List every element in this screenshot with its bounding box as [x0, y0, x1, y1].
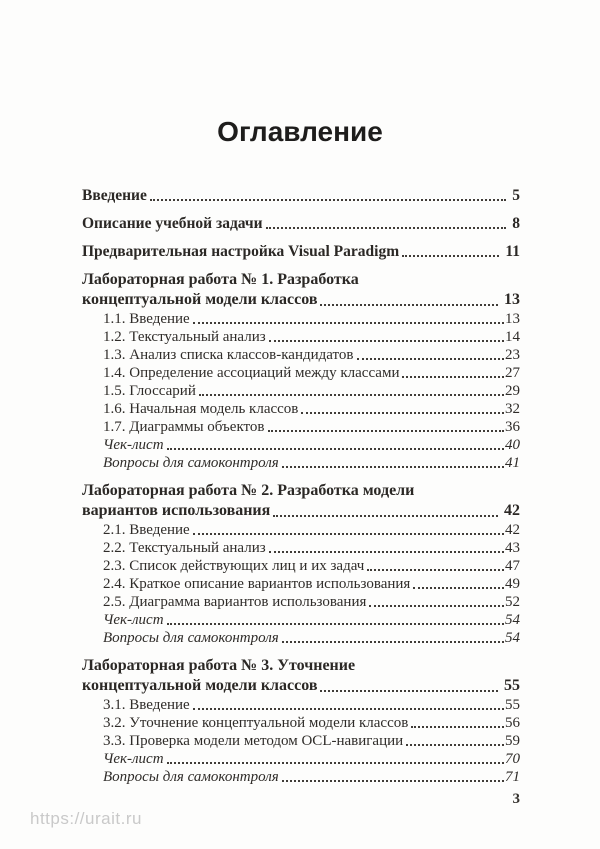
- toc-entry-text: Предварительная настройка Visual Paradigm: [82, 243, 400, 260]
- toc-page-ref: 55: [504, 677, 520, 694]
- toc-entry-text: Вопросы для самоконтроля: [103, 630, 279, 646]
- toc-entry[interactable]: [82, 521, 520, 539]
- toc-entry[interactable]: [82, 593, 520, 611]
- dot-leader: [403, 732, 505, 750]
- dot-leader: [164, 611, 505, 629]
- toc-entry[interactable]: [82, 364, 520, 382]
- toc-entry-row: [103, 521, 520, 539]
- toc-entry-row: [103, 454, 520, 472]
- dot-leader: [265, 418, 506, 436]
- toc-entry-text: Описание учебной задачи: [82, 215, 263, 232]
- toc-page-ref: 27: [505, 365, 520, 381]
- toc-entry-text: концептуальной модели классов: [82, 291, 318, 308]
- table-of-contents: [82, 186, 520, 786]
- toc-entry-row: [103, 364, 520, 382]
- toc-entry[interactable]: [82, 611, 520, 629]
- toc-entry-text: Вопросы для самоконтроля: [103, 455, 279, 471]
- toc-entry-row: [103, 436, 520, 454]
- dot-leader: [190, 310, 505, 328]
- toc-entry-text: Вопросы для самоконтроля: [103, 769, 279, 785]
- toc-entry[interactable]: [82, 436, 520, 454]
- toc-entry[interactable]: [82, 328, 520, 346]
- page-title: Оглавление: [217, 116, 383, 147]
- toc-entry[interactable]: [82, 557, 520, 575]
- toc-entry-row: [103, 418, 520, 436]
- toc-page-ref: 70: [505, 751, 520, 767]
- toc-entry-text: 2.4. Краткое описание вариантов использования: [103, 576, 411, 592]
- dot-leader: [190, 696, 505, 714]
- toc-page-ref: 5: [512, 187, 520, 204]
- toc-entry-row: [103, 400, 520, 418]
- page-number: 3: [512, 791, 520, 807]
- toc-entry-text: 2.2. Текстуальный анализ: [103, 540, 266, 556]
- toc-page-ref: 59: [505, 733, 520, 749]
- toc-entry-text: Лабораторная работа № 1. Разработка: [82, 271, 359, 288]
- toc-entry[interactable]: [82, 270, 520, 310]
- toc-page-ref: 56: [505, 715, 520, 731]
- toc-entry-text: Лабораторная работа № 2. Разработка модели: [82, 482, 415, 499]
- toc-entry-text: Введение: [82, 187, 147, 204]
- dot-leader: [354, 346, 506, 364]
- toc-entry[interactable]: [82, 242, 520, 261]
- dot-leader: [399, 242, 500, 261]
- toc-entry[interactable]: [82, 346, 520, 364]
- toc-page-ref: 42: [504, 502, 520, 519]
- toc-entry-row: [103, 539, 520, 557]
- toc-page-ref: 32: [505, 401, 520, 417]
- toc-entry-row: [103, 629, 520, 647]
- toc-entry[interactable]: [82, 575, 520, 593]
- toc-page-ref: 41: [505, 455, 520, 471]
- toc-entry-text: 3.3. Проверка модели методом OCL-навигации: [103, 733, 404, 749]
- toc-entry[interactable]: [82, 714, 520, 732]
- toc-entry-text: 1.6. Начальная модель классов: [103, 401, 299, 417]
- toc-entry-text: вариантов использования: [82, 502, 271, 519]
- toc-entry-row: [103, 557, 520, 575]
- toc-page-ref: 54: [505, 630, 520, 646]
- toc-page-ref: 29: [505, 383, 520, 399]
- toc-entry-row: [103, 768, 520, 786]
- toc-entry-row: [82, 501, 520, 521]
- toc-entry-text: 1.2. Текстуальный анализ: [103, 329, 266, 345]
- toc-page-ref: 52: [505, 594, 520, 610]
- toc-entry-text: 2.3. Список действующих лиц и их задач: [103, 558, 365, 574]
- toc-page-ref: 49: [505, 576, 520, 592]
- toc-page-ref: 13: [504, 291, 520, 308]
- dot-leader: [410, 575, 505, 593]
- toc-page-ref: 36: [505, 419, 520, 435]
- dot-leader: [263, 214, 508, 233]
- dot-leader: [408, 714, 505, 732]
- toc-entry[interactable]: [82, 750, 520, 768]
- toc-entry[interactable]: [82, 768, 520, 786]
- toc-entry-row: [103, 382, 520, 400]
- toc-entry[interactable]: [82, 382, 520, 400]
- toc-page-ref: 13: [505, 311, 520, 327]
- toc-page-ref: 71: [505, 769, 520, 785]
- toc-entry-text: 1.7. Диаграммы объектов: [103, 419, 265, 435]
- toc-entry[interactable]: [82, 481, 520, 521]
- toc-entry-text: 2.5. Диаграмма вариантов использования: [103, 594, 367, 610]
- toc-entry-text: 1.5. Глоссарий: [103, 383, 196, 399]
- toc-entry[interactable]: [82, 656, 520, 696]
- dot-leader: [279, 629, 505, 647]
- dot-leader: [298, 400, 505, 418]
- dot-leader: [317, 676, 499, 696]
- toc-entry[interactable]: [82, 696, 520, 714]
- toc-entry-text: 1.4. Определение ассоциаций между классами: [103, 365, 400, 381]
- toc-entry-text: Чек-лист: [103, 437, 164, 453]
- dot-leader: [279, 768, 505, 786]
- toc-page-ref: 23: [505, 347, 520, 363]
- toc-entry-row: [82, 242, 520, 261]
- toc-entry-row: [103, 714, 520, 732]
- toc-entry-text: Чек-лист: [103, 612, 164, 628]
- dot-leader: [364, 557, 505, 575]
- toc-entry-text: 1.1. Введение: [103, 311, 190, 327]
- toc-entry-row: [103, 750, 520, 768]
- toc-page-ref: 8: [512, 215, 520, 232]
- toc-entry-row: [103, 328, 520, 346]
- dot-leader: [164, 436, 505, 454]
- toc-page-ref: 42: [505, 522, 520, 538]
- toc-entry-row: [103, 611, 520, 629]
- toc-entry-row: [82, 186, 520, 205]
- toc-entry-text: Чек-лист: [103, 751, 164, 767]
- dot-leader: [147, 186, 507, 205]
- dot-leader: [270, 501, 499, 521]
- toc-entry-text: 2.1. Введение: [103, 522, 190, 538]
- toc-entry[interactable]: [82, 310, 520, 328]
- toc-entry[interactable]: [82, 214, 520, 233]
- dot-leader: [266, 539, 505, 557]
- toc-entry-row: [103, 310, 520, 328]
- toc-entry-text: Лабораторная работа № 3. Уточнение: [82, 657, 356, 674]
- toc-entry[interactable]: [82, 629, 520, 647]
- dot-leader: [399, 364, 505, 382]
- toc-entry-row: [82, 214, 520, 233]
- toc-entry[interactable]: [82, 732, 520, 750]
- toc-entry-row: [103, 732, 520, 750]
- toc-page-ref: 47: [505, 558, 520, 574]
- toc-entry[interactable]: [82, 539, 520, 557]
- toc-entry-row: [82, 676, 520, 696]
- toc-entry-row: [103, 593, 520, 611]
- toc-entry-row: [103, 696, 520, 714]
- toc-entry-text: 1.3. Анализ списка классов-кандидатов: [103, 347, 354, 363]
- toc-entry-text: 3.2. Уточнение концептуальной модели классов: [103, 715, 409, 731]
- toc-entry[interactable]: [82, 418, 520, 436]
- dot-leader: [190, 521, 505, 539]
- toc-entry[interactable]: [82, 186, 520, 205]
- dot-leader: [366, 593, 505, 611]
- toc-page-ref: 11: [505, 243, 520, 260]
- toc-entry-row: [103, 346, 520, 364]
- toc-page-ref: 54: [505, 612, 520, 628]
- dot-leader: [266, 328, 505, 346]
- toc-entry-text: концептуальной модели классов: [82, 677, 318, 694]
- dot-leader: [196, 382, 505, 400]
- toc-entry-text: 3.1. Введение: [103, 697, 190, 713]
- toc-entry-row: [82, 290, 520, 310]
- toc-page-ref: 40: [505, 437, 520, 453]
- toc-page-ref: 43: [505, 540, 520, 556]
- toc-page-ref: 55: [505, 697, 520, 713]
- toc-entry[interactable]: [82, 454, 520, 472]
- toc-entry[interactable]: [82, 400, 520, 418]
- toc-entry-row: [103, 575, 520, 593]
- toc-page-ref: 14: [505, 329, 520, 345]
- watermark-url: https://urait.ru: [30, 809, 142, 828]
- dot-leader: [164, 750, 505, 768]
- dot-leader: [317, 290, 499, 310]
- dot-leader: [279, 454, 505, 472]
